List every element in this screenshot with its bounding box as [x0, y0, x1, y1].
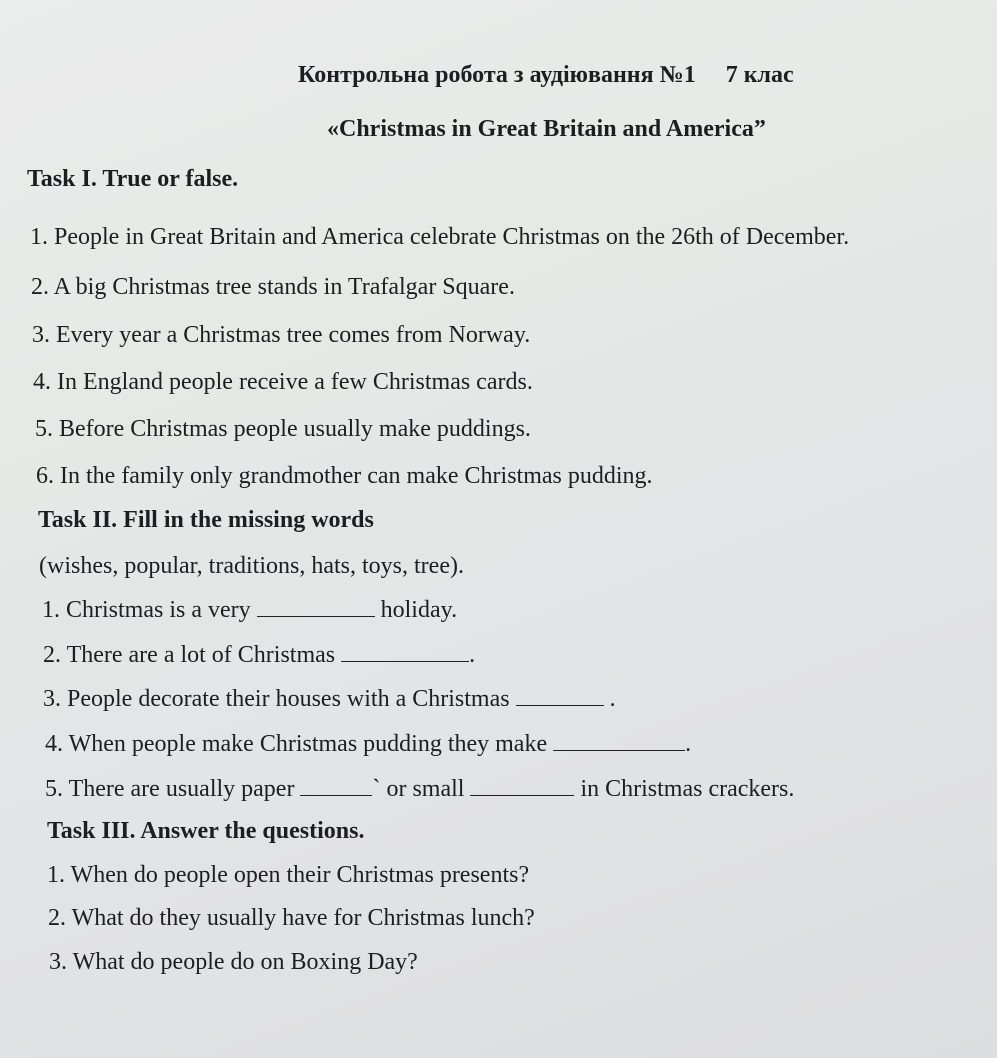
- answer-blank[interactable]: [257, 598, 375, 617]
- item-text-after: in Christmas crackers.: [580, 776, 795, 802]
- task2-item-4: [45, 729, 691, 759]
- task1-item-6: 6. In the family only grandmother can make Christmas pudding.: [36, 463, 653, 489]
- item-text-after: .: [469, 642, 476, 668]
- task2-item-3: [43, 684, 616, 714]
- item-text-before: 3. People decorate their houses with a Christmas: [43, 686, 510, 712]
- item-text-after: holiday.: [380, 597, 458, 623]
- item-text-before: 1. Christmas is a very: [42, 597, 251, 623]
- task3-question-3: 3. What do people do on Boxing Day?: [49, 949, 418, 975]
- task1-item-1: 1. People in Great Britain and America celebrate Christmas on the 26th of December.: [30, 224, 850, 250]
- worksheet-title: [298, 60, 794, 90]
- task2-item-1: [42, 595, 457, 625]
- task1-heading: Task I. True or false.: [27, 166, 239, 192]
- item-text-middle: ` or small: [372, 776, 465, 802]
- answer-blank[interactable]: [300, 777, 372, 796]
- answer-blank[interactable]: [516, 687, 604, 706]
- answer-blank[interactable]: [470, 777, 574, 796]
- task2-heading: Task II. Fill in the missing words: [38, 507, 374, 533]
- item-text-before: 4. When people make Christmas pudding they make: [45, 731, 548, 757]
- item-text-after: .: [609, 686, 616, 712]
- answer-blank[interactable]: [553, 732, 685, 751]
- task1-item-4: 4. In England people receive a few Christmas cards.: [33, 369, 533, 395]
- task1-item-5: 5. Before Christmas people usually make puddings.: [35, 416, 531, 442]
- item-text-after: .: [685, 731, 692, 757]
- item-text-before: 2. There are a lot of Christmas: [43, 642, 336, 668]
- item-text-before: 5. There are usually paper: [45, 776, 295, 802]
- title-text: Контрольна робота з аудіювання №1: [298, 62, 696, 88]
- task3-question-1: 1. When do people open their Christmas presents?: [47, 862, 530, 888]
- task1-item-2: 2. A big Christmas tree stands in Trafalgar Square.: [31, 274, 515, 300]
- answer-blank[interactable]: [341, 643, 469, 662]
- task2-wordbank: (wishes, popular, traditions, hats, toys, tree).: [39, 553, 464, 579]
- task2-item-2: [43, 640, 475, 670]
- task3-question-2: 2. What do they usually have for Christmas lunch?: [48, 905, 535, 931]
- task1-item-3: 3. Every year a Christmas tree comes from Norway.: [32, 322, 531, 348]
- task2-item-5: [45, 774, 794, 804]
- task3-heading: Task III. Answer the questions.: [47, 818, 365, 844]
- grade-label: 7 клас: [725, 62, 794, 88]
- worksheet-subtitle: «Christmas in Great Britain and America”: [327, 116, 766, 142]
